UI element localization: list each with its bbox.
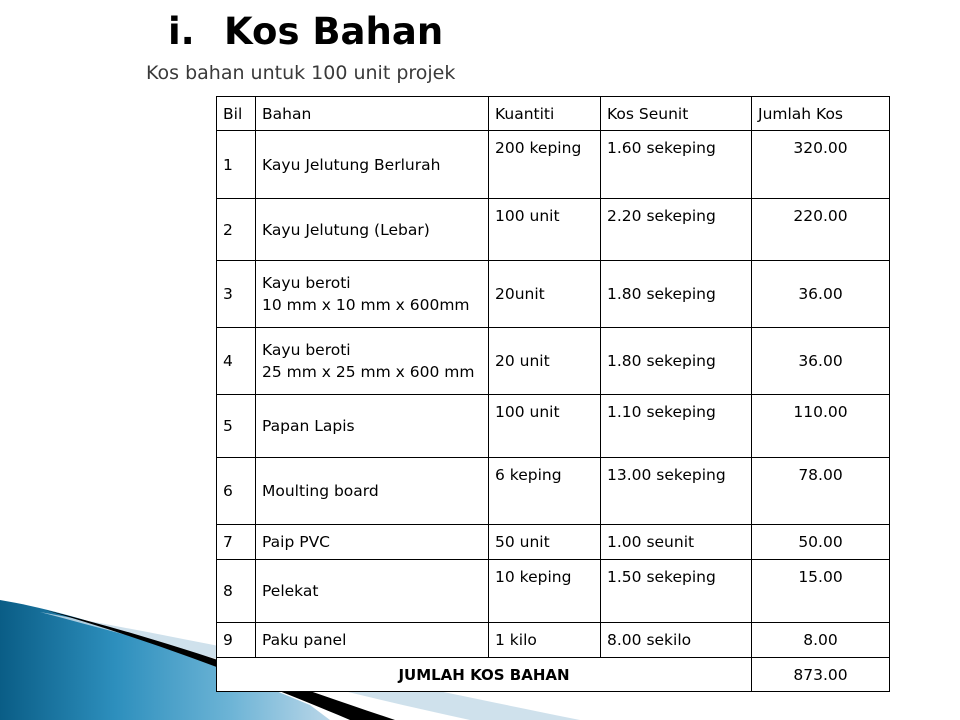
cell-kos-seunit: 1.50 sekeping	[601, 560, 752, 623]
header-bahan: Bahan	[256, 97, 489, 131]
cell-kuantiti: 6 keping	[489, 458, 601, 525]
slide-title	[168, 8, 443, 56]
cell-bil: 8	[217, 560, 256, 623]
cell-jumlah: 110.00	[752, 395, 890, 458]
table-row	[217, 458, 890, 525]
table-row	[217, 328, 890, 395]
cell-bahan: Moulting board	[256, 458, 489, 525]
table-row	[217, 525, 890, 560]
table-header-row	[217, 97, 890, 131]
cell-bahan: Paip PVC	[256, 525, 489, 560]
table-row	[217, 560, 890, 623]
cell-bahan: Pelekat	[256, 560, 489, 623]
cost-table	[216, 96, 890, 692]
table-row	[217, 395, 890, 458]
title-number: i.	[168, 10, 195, 53]
cell-kos-seunit: 8.00 sekilo	[601, 623, 752, 658]
cell-bahan: Kayu Jelutung (Lebar)	[256, 199, 489, 261]
cell-jumlah: 36.00	[752, 328, 890, 395]
header-bil: Bil	[217, 97, 256, 131]
total-row	[217, 658, 890, 692]
cell-jumlah: 15.00	[752, 560, 890, 623]
cell-jumlah: 36.00	[752, 261, 890, 328]
header-kuantiti: Kuantiti	[489, 97, 601, 131]
cell-kuantiti: 200 keping	[489, 131, 601, 199]
cell-jumlah: 320.00	[752, 131, 890, 199]
cell-bahan: Papan Lapis	[256, 395, 489, 458]
cell-kos-seunit: 2.20 sekeping	[601, 199, 752, 261]
cell-bil: 9	[217, 623, 256, 658]
cell-kos-seunit: 1.60 sekeping	[601, 131, 752, 199]
cell-kos-seunit: 13.00 sekeping	[601, 458, 752, 525]
cell-kos-seunit: 1.10 sekeping	[601, 395, 752, 458]
cell-kuantiti: 20 unit	[489, 328, 601, 395]
table-row	[217, 623, 890, 658]
title-text: Kos Bahan	[224, 10, 444, 53]
cell-bahan: Kayu Jelutung Berlurah	[256, 131, 489, 199]
slide-subtitle: Kos bahan untuk 100 unit projek	[146, 62, 456, 84]
cell-kuantiti: 20unit	[489, 261, 601, 328]
cell-kos-seunit: 1.80 sekeping	[601, 261, 752, 328]
table-row	[217, 131, 890, 199]
cell-kos-seunit: 1.80 sekeping	[601, 328, 752, 395]
cell-jumlah: 78.00	[752, 458, 890, 525]
cell-bahan: Paku panel	[256, 623, 489, 658]
cell-bil: 4	[217, 328, 256, 395]
cell-kuantiti: 1 kilo	[489, 623, 601, 658]
cell-bahan: Kayu beroti 25 mm x 25 mm x 600 mm	[256, 328, 489, 395]
cell-jumlah: 50.00	[752, 525, 890, 560]
cell-kos-seunit: 1.00 seunit	[601, 525, 752, 560]
cell-bil: 5	[217, 395, 256, 458]
cell-kuantiti: 100 unit	[489, 395, 601, 458]
table-row	[217, 261, 890, 328]
cell-bil: 3	[217, 261, 256, 328]
cell-kuantiti: 100 unit	[489, 199, 601, 261]
cell-bahan: Kayu beroti 10 mm x 10 mm x 600mm	[256, 261, 489, 328]
total-value: 873.00	[752, 658, 890, 692]
cell-jumlah: 220.00	[752, 199, 890, 261]
cell-bil: 1	[217, 131, 256, 199]
cell-bil: 2	[217, 199, 256, 261]
table-row	[217, 199, 890, 261]
cell-kuantiti: 10 keping	[489, 560, 601, 623]
cell-kuantiti: 50 unit	[489, 525, 601, 560]
cell-jumlah: 8.00	[752, 623, 890, 658]
total-label: JUMLAH KOS BAHAN	[217, 658, 752, 692]
header-jumlah-kos: Jumlah Kos	[752, 97, 890, 131]
cell-bil: 7	[217, 525, 256, 560]
cell-bil: 6	[217, 458, 256, 525]
header-kos-seunit: Kos Seunit	[601, 97, 752, 131]
